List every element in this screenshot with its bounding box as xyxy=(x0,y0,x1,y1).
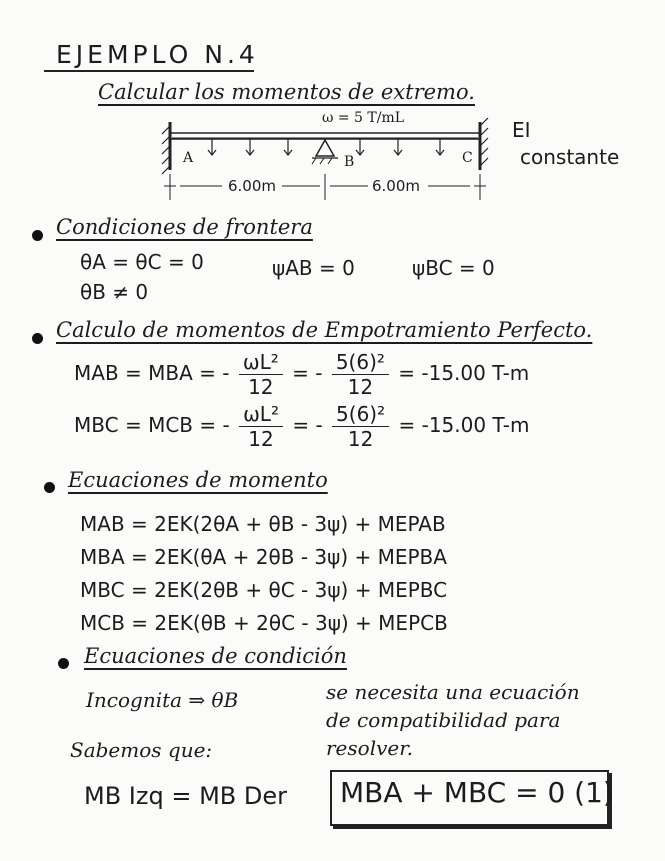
moment-eq-bc: MBC = 2EK(2θB + θC - 3ψ) + MEPBC xyxy=(80,578,448,602)
bullet-icon xyxy=(58,658,69,669)
span-bc-label: 6.00m xyxy=(372,177,421,195)
ei-label: EI xyxy=(512,118,531,142)
span-ab-label: 6.00m xyxy=(228,177,277,195)
fem-ab-fraction-2: $\frac{\text{5(6)²}}{12}$ xyxy=(332,350,389,399)
known-label: Sabemos que: xyxy=(70,738,213,762)
bullet-icon xyxy=(44,482,55,493)
fixed-end-row-1: MAB = MBA = - $\frac{\text{ωL²}}{12}$ = - $\frac{\text{5(6)²}}{12}$ = -15.00 T-m xyxy=(74,350,530,399)
psi-bc-condition: ψBC = 0 xyxy=(412,256,495,280)
fixed-end-heading: Calculo de momentos de Empotramiento Perfecto. xyxy=(56,318,593,342)
moment-eq-cb: MCB = 2EK(θB + 2θC - 3ψ) + MEPCB xyxy=(80,611,448,635)
theta-b-condition: θB ≠ 0 xyxy=(80,280,149,304)
bullet-icon xyxy=(32,333,43,344)
pin-support-b xyxy=(312,140,338,164)
fixed-support-right xyxy=(480,118,488,170)
node-c-label: C xyxy=(462,150,473,166)
moment-eq-ba: MBA = 2EK(θA + 2θB - 3ψ) + MEPBA xyxy=(80,545,447,569)
load-label: ω = 5 T/mL xyxy=(322,110,405,126)
fem-bc-lhs: MBC = MCB = - xyxy=(74,413,230,437)
compatibility-equation: MBA + MBC = 0 (1) xyxy=(340,776,614,809)
bullet-icon xyxy=(32,230,43,241)
moment-eq-ab: MAB = 2EK(2θA + θB - 3ψ) + MEPAB xyxy=(80,512,446,536)
moment-eqs-heading: Ecuaciones de momento xyxy=(68,468,328,492)
compatibility-relation: MB Izq = MB Der xyxy=(84,782,287,810)
node-b-label: B xyxy=(344,154,355,170)
condition-heading: Ecuaciones de condición xyxy=(84,644,347,668)
fem-ab-fraction-1: $\frac{\text{ωL²}}{12}$ xyxy=(239,350,283,399)
problem-statement: Calcular los momentos de extremo. xyxy=(98,80,475,104)
fem-bc-result: = -15.00 T-m xyxy=(398,413,530,437)
note-line-1: se necesita una ecuación xyxy=(326,680,580,704)
fixed-support-left xyxy=(162,122,170,174)
fixed-end-row-2: MBC = MCB = - $\frac{\text{ωL²}}{12}$ = - $\frac{\text{5(6)²}}{12}$ = -15.00 T-m xyxy=(74,402,530,451)
fem-ab-result: = -15.00 T-m xyxy=(398,361,530,385)
note-line-2: de compatibilidad para xyxy=(326,708,561,732)
ei-constant-label: constante xyxy=(520,145,620,169)
psi-ab-condition: ψAB = 0 xyxy=(272,256,355,280)
unknown-label: Incognita ⇒ θB xyxy=(86,688,239,712)
boundary-heading: Condiciones de frontera xyxy=(56,215,313,239)
note-line-3: resolver. xyxy=(326,736,413,760)
fem-bc-fraction-1: $\frac{\text{ωL²}}{12}$ xyxy=(239,402,283,451)
node-a-label: A xyxy=(183,150,194,166)
title-underline xyxy=(44,70,254,72)
fem-bc-fraction-2: $\frac{\text{5(6)²}}{12}$ xyxy=(332,402,389,451)
beam-diagram xyxy=(150,112,500,212)
theta-a-c-condition: θA = θC = 0 xyxy=(80,250,204,274)
fem-ab-lhs: MAB = MBA = - xyxy=(74,361,230,385)
page-title: EJEMPLO N.4 xyxy=(56,40,259,69)
dimension-line xyxy=(164,174,486,200)
